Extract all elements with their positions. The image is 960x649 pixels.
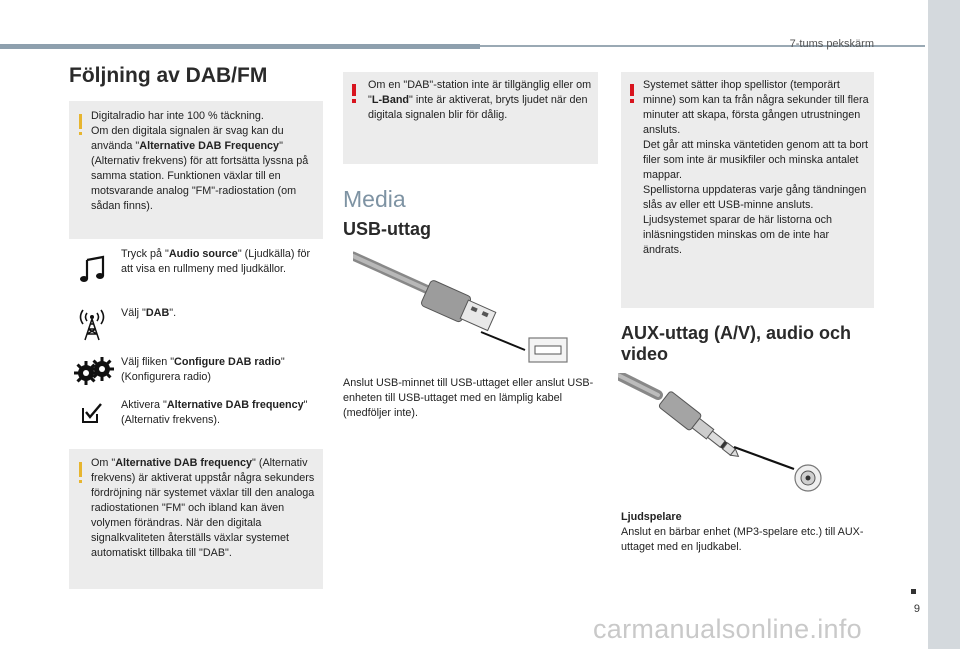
playlist-text-1: Systemet sätter ihop spellistor (temporärt minne) som kan ta från några sekunder till flera minuter att skapa, första gången utrustningen ansluts. xyxy=(643,79,869,136)
usb-title: USB-uttag xyxy=(343,219,431,239)
dab-info-line1: Digitalradio har inte 100 % täckning. xyxy=(91,110,264,122)
dab-warning-box xyxy=(343,72,598,164)
warning-icon xyxy=(630,84,634,96)
player-text: Anslut en bärbar enhet (MP3-spelare etc.) till AUX-uttaget med en ljudkabel. xyxy=(621,526,864,553)
dab-info-box-2 xyxy=(69,449,323,589)
playlist-text-3: Spellistorna uppdateras varje gång tändningen slås av eller ett USB-minne ansluts. Ljudsystemet sparar de här listorna och inläsningstiden minskas om de inte har ändrats. xyxy=(643,184,867,256)
info-icon xyxy=(79,114,82,129)
aux-jack-illustration xyxy=(618,373,828,497)
media-title: Media xyxy=(343,186,406,212)
playlist-text-2: Det går att minska väntetiden genom att ta bort filer som inte är musikfiler och minska antalet mappar. xyxy=(643,139,869,181)
watermark: carmanualsonline.info xyxy=(593,614,862,644)
dab-info2-text: Om "Alternative DAB frequency" (Alternativ frekvens) är aktiverat uppstår några sekunders fördröjning när systemet växlar till den analoga radiostationen "FM" och ibland kan även volymen förändras. När den digitala signalkvaliteten återställs växlar systemet automatiskt tillbaka till "DAB". xyxy=(91,457,315,559)
step-configure-dab: Välj fliken "Configure DAB radio" (Konfigurera radio) xyxy=(121,356,285,383)
music-note-icon xyxy=(79,254,107,284)
usb-plug-illustration xyxy=(353,250,573,368)
info-icon xyxy=(79,462,82,477)
dab-warning-text: Om en "DAB"-station inte är tillgänglig eller om "L-Band" inte är aktiverat, bryts ljudet när den digitala signalen blir för dålig. xyxy=(368,79,592,121)
step-select-dab: Välj "DAB". xyxy=(121,307,177,319)
player-label: Ljudspelare xyxy=(621,511,682,523)
aux-title: AUX-uttag (A/V), audio och video xyxy=(621,323,851,364)
radio-tower-icon xyxy=(77,306,107,342)
dab-info-text: Om den digitala signalen är svag kan du använda "Alternative DAB Frequency" (Alternativ frekvens) för att fortsätta lyssna på samma station. Funktionen växlar till en motsvarande analog "FM"-radiostation (om sådan finns). xyxy=(91,125,309,212)
playlist-warning-box xyxy=(621,72,874,308)
step-alternative-frequency: Aktivera "Alternative DAB frequency" (Alternativ frekvens). xyxy=(121,399,308,426)
step-audio-source: Tryck på "Audio source" (Ljudkälla) för att visa en rullmeny med ljudkällor. xyxy=(121,248,311,275)
dab-info-box xyxy=(69,101,323,239)
gears-icon xyxy=(72,357,114,387)
usb-text: Anslut USB-minnet till USB-uttaget eller anslut USB-enheten till USB-uttaget med en lämplig kabel (medföljer inte). xyxy=(343,377,594,419)
page-marker xyxy=(911,589,916,594)
header-bar xyxy=(0,44,480,49)
section-label: 7-tums pekskärm xyxy=(789,38,874,50)
dab-title: Följning av DAB/FM xyxy=(69,64,268,87)
page-edge-strip xyxy=(928,0,960,649)
page-number: 9 xyxy=(913,603,920,615)
player-section xyxy=(621,510,881,555)
checkbox-icon xyxy=(81,402,103,424)
warning-icon xyxy=(352,84,356,96)
